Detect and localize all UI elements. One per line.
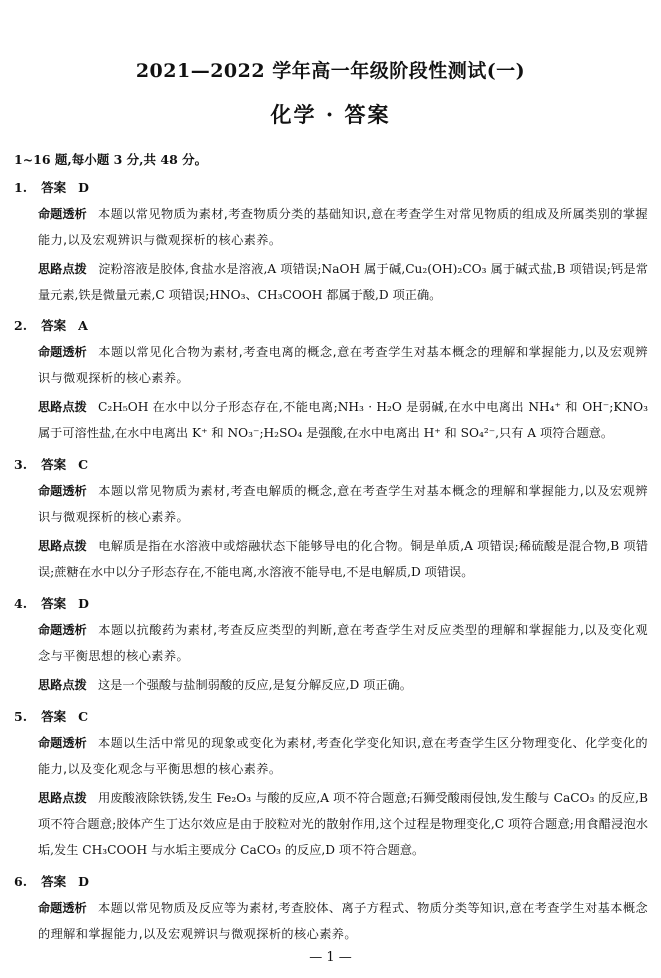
answer-letter: D	[78, 180, 89, 195]
answer-label: 答案	[41, 874, 67, 889]
analysis-label: 命题透析	[38, 736, 87, 750]
analysis-label: 命题透析	[38, 484, 87, 498]
page-number: — 1 —	[309, 950, 352, 965]
question-number: 1.	[14, 180, 28, 195]
question-4-analysis	[38, 617, 648, 669]
answer-label: 答案	[41, 709, 67, 724]
scoring-note: 1~16 题,每小题 3 分,共 48 分。	[14, 152, 208, 167]
question-3-answer-line	[14, 455, 88, 473]
hint-text: C₂H₅OH 在水中以分子形态存在,不能电离;NH₃ · H₂O 是弱碱,在水中电离出 NH₄⁺ 和 OH⁻;KNO₃ 属于可溶性盐,在水中电离出 K⁺ 和 NO₃⁻;H₂SO₄ 是强酸,在水中电离出 H⁺ 和 SO₄²⁻,只有 A 项符合题意。	[38, 400, 648, 440]
hint-label: 思路点拨	[38, 678, 87, 692]
question-1-hint	[38, 256, 648, 308]
answer-label: 答案	[41, 596, 67, 611]
question-6-analysis	[38, 895, 648, 947]
question-number: 4.	[14, 596, 28, 611]
hint-text: 用废酸液除铁锈,发生 Fe₂O₃ 与酸的反应,A 项不符合题意;石狮受酸雨侵蚀,发生酸与 CaCO₃ 的反应,B 项不符合题意;胶体产生丁达尔效应是由于胶粒对光的散射作用,这个过程是物理变化,C 项符合题意;用食醋浸泡水垢,发生 CH₃COOH 与水垢主要成分 CaCO₃ 的反应,D 项不符合题意。	[38, 791, 648, 857]
answer-label: 答案	[41, 318, 67, 333]
question-1-answer-line	[14, 178, 89, 196]
question-6-answer-line	[14, 872, 89, 890]
question-number: 3.	[14, 457, 28, 472]
hint-label: 思路点拨	[38, 262, 87, 276]
analysis-text: 本题以生活中常见的现象或变化为素材,考查化学变化知识,意在考查学生区分物理变化、化学变化的能力,以及变化观念与平衡思想的核心素养。	[38, 736, 648, 776]
question-2-analysis	[38, 339, 648, 391]
analysis-text: 本题以常见化合物为素材,考查电离的概念,意在考查学生对基本概念的理解和掌握能力,以及宏观辨识与微观探析的核心素养。	[38, 345, 648, 385]
answer-letter: C	[78, 709, 89, 724]
question-2-hint	[38, 394, 648, 446]
question-5-hint	[38, 785, 648, 863]
question-3-analysis	[38, 478, 648, 530]
answer-letter: D	[78, 874, 89, 889]
analysis-text: 本题以常见物质及反应等为素材,考查胶体、离子方程式、物质分类等知识,意在考查学生对基本概念的理解和掌握能力,以及宏观辨识与微观探析的核心素养。	[38, 901, 648, 941]
hint-label: 思路点拨	[38, 791, 87, 805]
answer-letter: D	[78, 596, 89, 611]
question-2-answer-line	[14, 316, 88, 334]
answer-label: 答案	[41, 180, 67, 195]
analysis-label: 命题透析	[38, 901, 87, 915]
question-4-hint	[38, 672, 648, 698]
question-4-answer-line	[14, 594, 89, 612]
analysis-text: 本题以常见物质为素材,考查物质分类的基础知识,意在考查学生对常见物质的组成及所属类别的掌握能力,以及宏观辨识与微观探析的核心素养。	[38, 207, 648, 247]
question-number: 6.	[14, 874, 28, 889]
question-number: 5.	[14, 709, 28, 724]
question-number: 2.	[14, 318, 28, 333]
answer-letter: A	[78, 318, 88, 333]
hint-label: 思路点拨	[38, 400, 87, 414]
hint-text: 这是一个强酸与盐制弱酸的反应,是复分解反应,D 项正确。	[98, 678, 412, 692]
hint-text: 电解质是指在水溶液中或熔融状态下能够导电的化合物。铜是单质,A 项错误;稀硫酸是混合物,B 项错误;蔗糖在水中以分子形态存在,不能电离,水溶液不能导电,不是电解质,D 项错误。	[38, 539, 648, 579]
analysis-text: 本题以常见物质为素材,考查电解质的概念,意在考查学生对基本概念的理解和掌握能力,以及宏观辨识与微观探析的核心素养。	[38, 484, 648, 524]
hint-label: 思路点拨	[38, 539, 87, 553]
page-title: 2021—2022 学年高一年级阶段性测试(一)	[135, 60, 526, 82]
answer-label: 答案	[41, 457, 67, 472]
analysis-label: 命题透析	[38, 207, 87, 221]
question-1-analysis	[38, 201, 648, 253]
page-subtitle: 化学 · 答案	[270, 102, 391, 127]
question-5-answer-line	[14, 707, 88, 725]
analysis-label: 命题透析	[38, 345, 87, 359]
question-5-analysis	[38, 730, 648, 782]
analysis-label: 命题透析	[38, 623, 87, 637]
hint-text: 淀粉溶液是胶体,食盐水是溶液,A 项错误;NaOH 属于碱,Cu₂(OH)₂CO₃ 属于碱式盐,B 项错误;钙是常量元素,铁是微量元素,C 项错误;HNO₃、CH₃COOH 都属于酸,D 项正确。	[38, 262, 648, 302]
answer-letter: C	[78, 457, 89, 472]
analysis-text: 本题以抗酸药为素材,考查反应类型的判断,意在考查学生对反应类型的理解和掌握能力,以及变化观念与平衡思想的核心素养。	[38, 623, 648, 663]
question-3-hint	[38, 533, 648, 585]
